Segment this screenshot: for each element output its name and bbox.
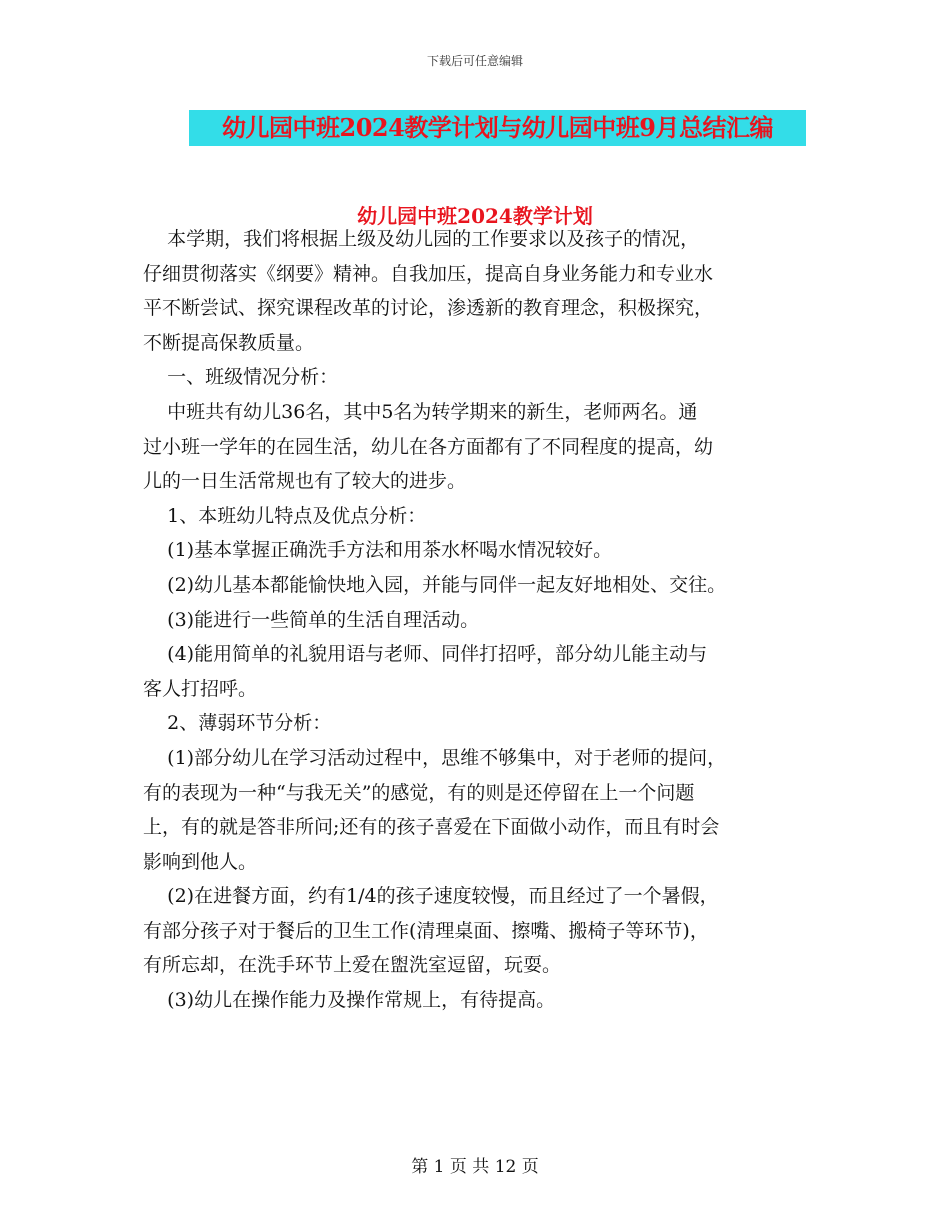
text-line: 平不断尝试、探究课程改革的讨论，渗透新的教育理念，积极探究， — [143, 297, 714, 320]
text-line: (1)基本掌握正确洗手方法和用茶水杯喝水情况较好。 — [143, 539, 613, 562]
text-line: (2)在进餐方面，约有1/4的孩子速度较慢，而且经过了一个暑假， — [143, 885, 719, 908]
page-footer: 第 1 页 共 12 页 — [411, 1157, 539, 1177]
text-line: 过小班一学年的在园生活，幼儿在各方面都有了不同程度的提高，幼 — [143, 435, 714, 458]
text-line: 本学期，我们将根据上级及幼儿园的工作要求以及孩子的情况， — [143, 228, 700, 250]
text-line: 有所忘却，在洗手环节上爱在盥洗室逗留，玩耍。 — [143, 954, 562, 977]
text-line: 2、薄弱环节分析： — [143, 712, 332, 735]
text-line: 中班共有幼儿36名，其中5名为转学期来的新生，老师两名。通 — [143, 400, 698, 423]
text-line: (4)能用简单的礼貌用语与老师、同伴打招呼，部分幼儿能主动与 — [143, 643, 708, 666]
body-text — [143, 222, 823, 1018]
text-line: 仔细贯彻落实《纲要》精神。自我加压，提高自身业务能力和专业水 — [143, 262, 714, 285]
section-title: 幼儿园中班2024教学计划 — [357, 204, 593, 228]
text-line: 一、班级情况分析： — [143, 366, 339, 389]
text-line: (1)部分幼儿在学习活动过程中，思维不够集中，对于老师的提问， — [143, 746, 727, 769]
text-line: 影响到他人。 — [143, 850, 258, 873]
text-line: 客人打招呼。 — [143, 677, 258, 700]
header-note: 下载后可任意编辑 — [426, 54, 523, 68]
text-line: 上，有的就是答非所问;还有的孩子喜爱在下面做小动作，而且有时会 — [143, 816, 720, 839]
text-line: 儿的一日生活常规也有了较大的进步。 — [143, 470, 467, 493]
text-line: (2)幼儿基本都能愉快地入园，并能与同伴一起友好地相处、交往。 — [143, 573, 727, 596]
text-line: (3)幼儿在操作能力及操作常规上，有待提高。 — [143, 989, 556, 1012]
text-line: (3)能进行一些简单的生活自理活动。 — [143, 608, 480, 631]
document-title: 幼儿园中班2024教学计划与幼儿园中班9月总结汇编 — [189, 110, 806, 146]
text-line: 有部分孩子对于餐后的卫生工作(清理桌面、擦嘴、搬椅子等环节)， — [143, 919, 709, 942]
text-line: 1、本班幼儿特点及优点分析： — [143, 504, 427, 527]
text-line: 不断提高保教质量。 — [143, 331, 315, 354]
text-line: 有的表现为一种“与我无关”的感觉，有的则是还停留在上一个问题 — [143, 781, 695, 804]
